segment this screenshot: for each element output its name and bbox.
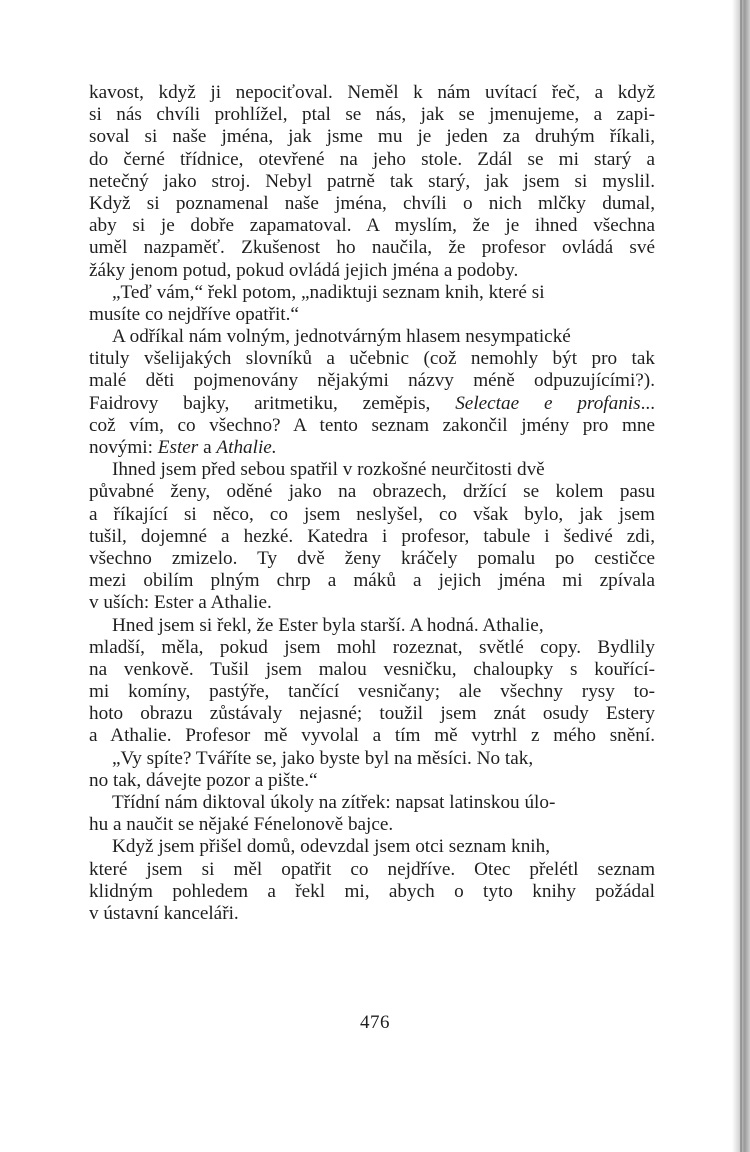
text-line (89, 437, 655, 459)
text-line: no tak, dávejte pozor a pište.“ (89, 769, 318, 791)
text-line: Když si poznamenal naše jména, chvíli o nich mlčky dumal, (89, 192, 655, 214)
text-run: ... (640, 392, 655, 414)
text-line: mezi obilím plným chrp a máků a jejich jména mi zpívala (89, 570, 655, 592)
italic-title: Selectae e profanis (455, 392, 641, 414)
italic-title: Ester (157, 437, 199, 458)
text-line: kavost, když ji nepociťoval. Neměl k nám uvítací řeč, a když (89, 82, 655, 103)
italic-title: Athalie. (216, 437, 277, 458)
page-number: 476 (360, 1012, 390, 1033)
text-line: mladší, měla, pokud jsem mohl rozeznat, světlé copy. Bydlily (89, 636, 655, 658)
text-line: půvabné ženy, oděné jako na obrazech, držící se kolem pasu (89, 481, 655, 503)
body-text (89, 82, 655, 925)
text-line: musíte co nejdříve opatřit.“ (89, 303, 299, 325)
text-line (89, 393, 655, 415)
text-line: a Athalie. Profesor mě vyvolal a tím mě vytrhl z mého snění. (89, 725, 655, 747)
text-line: což vím, co všechno? A tento seznam zakončil jmény pro mne (89, 414, 655, 436)
text-line: v uších: Ester a Athalie. (89, 592, 272, 614)
text-line: v ústavní kanceláři. (89, 902, 239, 924)
text-line: netečný jako stroj. Nebyl patrně tak starý, jak jsem si myslil. (89, 170, 655, 192)
text-line: A odříkal nám volným, jednotvárným hlasem nesympatické (112, 326, 571, 348)
text-line: Ihned jsem před sebou spatřil v rozkošné neurčitosti dvě (112, 459, 545, 481)
page-edge-line (740, 0, 742, 1152)
text-line: Když jsem přišel domů, odevzdal jsem otci seznam knih, (112, 836, 551, 858)
text-line: na venkově. Tušil jsem malou vesničku, chaloupky s kouřící- (89, 658, 655, 680)
text-line: hoto obrazu zůstávaly nejasné; toužil jsem znát osudy Estery (89, 703, 655, 725)
text-line: klidným pohledem a řekl mi, abych o tyto knihy požádal (89, 880, 655, 902)
text-line: tušil, dojemné a hezké. Katedra i profesor, tabule i šedivé zdi, (89, 525, 655, 547)
text-line: malé děti pojmenovány nějakými názvy méně odpuzujícími?). (89, 370, 655, 392)
text-line: všechno zmizelo. Ty dvě ženy kráčely pomalu po cestičce (89, 547, 655, 569)
text-run: novými: (89, 437, 158, 458)
text-line: Třídní nám diktoval úkoly na zítřek: napsat latinskou úlo- (112, 792, 556, 813)
text-line: soval si naše jména, jak jsme mu je jeden za druhým říkali, (89, 126, 655, 148)
text-line: uměl nazpaměť. Zkušenost ho naučila, že profesor ovládá své (89, 237, 655, 259)
text-line: do černé třídnice, otevřené na jeho stole. Zdál se mi starý a (89, 148, 655, 170)
text-line: Hned jsem si řekl, že Ester byla starší. A hodná. Athalie, (112, 614, 544, 636)
text-line: aby si je dobře zapamatoval. A myslím, že je ihned všechna (89, 215, 655, 237)
text-run: a (198, 437, 217, 458)
text-line: mi komíny, pastýře, tančící vesničany; ale všechny rysy to- (89, 681, 655, 703)
text-line: „Teď vám,“ řekl potom, „nadiktuji seznam knih, které si (112, 281, 545, 303)
text-line: a říkající si něco, co jsem neslyšel, co však bylo, jak jsem (89, 503, 655, 525)
text-line: které jsem si měl opatřit co nejdříve. Otec přelétl seznam (89, 858, 655, 880)
text-line: si nás chvíli prohlížel, ptal se nás, jak se jmenujeme, a zapi- (89, 104, 655, 126)
text-line: tituly všelijakých slovníků a učebnic (což nemohly být pro tak (89, 348, 655, 370)
text-line: hu a naučit se nějaké Fénelonově bajce. (89, 814, 394, 836)
text-run: Faidrovy bajky, aritmetiku, zeměpis, (89, 392, 456, 414)
text-line: žáky jenom potud, pokud ovládá jejich jména a podoby. (89, 259, 519, 281)
text-line: „Vy spíte? Tváříte se, jako byste byl na měsíci. No tak, (112, 747, 534, 769)
